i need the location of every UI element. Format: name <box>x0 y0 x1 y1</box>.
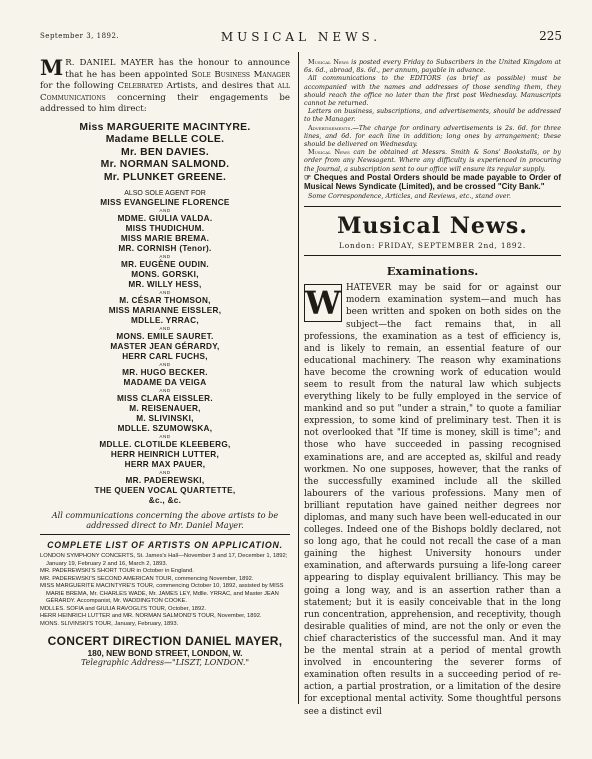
list-item: MISS MARGUERITE MACINTYRE'S TOUR, commencing October 10, 1892, assisted by MISS MARIE BREMA, Mr. CHARLES WADE, Mr. JAMES LEY, Mdlle. YRRAC, and Master JEAN GÉRARDY. Accompanist, Mr. WADDINGTON COOKE. <box>40 583 284 604</box>
agent-artist-name: MONS. EMILE SAURET. <box>116 332 214 341</box>
advertisement-intro: M R. DANIEL MAYER has the honour to announce that he has been appointed Sole Business Manager for the following Celebrated Artists, and desires that all Communications concerning their engagements be addressed to him direct: <box>40 55 291 115</box>
agent-artist-name: MDME. GIULIA VALDA. <box>117 214 213 223</box>
page-header <box>40 30 562 44</box>
list-item: LONDON SYMPHONY CONCERTS, St. James's Hall—November 3 and 17, December 1, 1892; January 19, February 2 and 16, March 2, 1893. <box>40 553 288 567</box>
agent-artist-name: MONS. GORSKI, <box>131 270 199 279</box>
agent-artist-name: MR. WILLY HESS, <box>128 280 202 289</box>
divider <box>304 206 561 207</box>
masthead-title: Musical News. <box>337 213 528 240</box>
cheque-notice: ☞ Cheques and Postal Orders should be made payable to Order of Musical News Syndicate (Limited), and be crossed "City Bank." <box>304 172 561 192</box>
agent-artist-name: &c., &c. <box>148 496 182 505</box>
artist-name: Miss MARGUERITE MACINTYRE. <box>79 121 251 133</box>
list-item: MDLLES. SOFIA and GIULIA RAVOGLI'S TOUR, October, 1892. <box>40 605 207 612</box>
article-heading: Examinations. <box>386 264 479 279</box>
correspondence-notice: Some Correspondence, Articles, and Reviews, etc., stand over. <box>308 192 511 201</box>
agent-artist-name: THE QUEEN VOCAL QUARTETTE, <box>94 486 236 495</box>
header-title: MUSICAL NEWS. <box>220 30 382 44</box>
conjunction-label: AND <box>159 326 171 331</box>
also-agent-label: ALSO SOLE AGENT FOR <box>124 190 206 197</box>
editorial-column <box>304 58 561 718</box>
artist-name: Madame BELLE COLE. <box>105 134 225 146</box>
agent-artist-name: MISS MARIE BREMA. <box>120 234 210 243</box>
agent-artist-name: MDLLE. SZUMOWSKA, <box>117 424 213 433</box>
article-body <box>304 282 561 717</box>
agent-artist-name: HERR MAX PAUER, <box>124 460 206 469</box>
agent-artist-name: MDLLE. CLOTILDE KLEEBERG, <box>99 440 231 449</box>
publication-notices <box>304 58 561 173</box>
notice-editors: All communications to the EDITORS (as brief as possible) must be accompanied with the names and addresses of those sending them, they should reach the office no later than the first post Wednesday. Manuscripts cannot be returned. <box>304 74 561 108</box>
conjunction-label: AND <box>159 470 171 475</box>
list-item: MONS. SLIVINSKI'S TOUR, January, February, 1893. <box>40 620 179 627</box>
agent-artist-name: MASTER JEAN GÉRARDY, <box>110 342 220 351</box>
list-item: MR. PADEREWSKI'S SECOND AMERICAN TOUR, commencing November, 1892. <box>40 575 254 582</box>
conjunction-label: AND <box>159 208 171 213</box>
concert-direction-title: CONCERT DIRECTION DANIEL MAYER, <box>47 634 283 648</box>
conjunction-label: AND <box>159 434 171 439</box>
issue-line: London: FRIDAY, SEPTEMBER 2nd, 1892. <box>338 241 526 251</box>
agent-artist-name: MISS CLARA EISSLER. <box>117 394 213 403</box>
notice-availability: Musical News can be obtained at Messrs. Smith & Sons' Bookstalls, or by order from any Newsagent. Where any difficulty is experienced in procuring the Journal, a subscription sent to our office will ensure its regular supply. <box>304 148 561 173</box>
article-dropcap: W <box>305 284 341 323</box>
agent-artist-name: MISS MARIANNE EISSLER, <box>108 306 222 315</box>
divider <box>304 255 561 256</box>
notice-subscription: Musical News is posted every Friday to Subscribers in the United Kingdom at 6s. 6d., abroad, 8s. 6d., per annum, payable in advance. <box>304 58 561 75</box>
agent-artist-name: MISS EVANGELINE FLORENCE <box>100 198 230 207</box>
artist-name: Mr. NORMAN SALMOND. <box>100 159 230 171</box>
agent-artist-name: MDLLE. YRRAC, <box>131 316 199 325</box>
agent-artist-name: M. CÉSAR THOMSON, <box>119 296 211 305</box>
agent-artist-name: HERR HEINRICH LUTTER, <box>110 450 220 459</box>
article-text: HATEVER may be said for or against our modern examination system—and much has been written and spoken on both sides on the subject—the fact remains that, in all professions, the examination as a test of efficiency is, and is likely to remain, an essential feature of our educational machinery. The reason why examinations have become the crowning work of education would seem to result from the natural law which subjects everything likely to be fully employed in the service of mankind and so put "under a strain," to quote a familiar expression, to some kind of preliminary test. Then it is not overlooked that "If time is money, skill is time"; and those who have succeeded in passing recognised examinations are, and are accepted as, skilful and ready workmen. No one supposes, however, that the ranks of the successfully examined include all the skilled labourers of the various professions. Many men of brilliant reputation have gained neither degrees nor diplomas, and many such have been well-educated in our colleges. Indeed one of the Bishops boldly declared, not so long ago, that he could not recall the case of a man gaining the highest University honours under examination, and afterwards pursuing a life-long career appearing to display equivalent brilliancy. This may be going a long way, and is an assertion rather than a statement; but it is easily conceivable that in the long run concentration, apprehension, and receptivity, though desirable qualities of mind, are not the only or even the chief characteristics of the successful man. And it may be the mental strain at a period of mental growth involved in encountering the severer forms of examination often results in a succeeding period of re-action, a partial prostration, or a limitation of the desire for exceptional mental activity. Some thoughtful persons see a distinct evil <box>304 283 561 717</box>
artist-list <box>40 122 290 506</box>
notice-advertisements: Advertisements.—The charge for ordinary advertisements is 2s. 6d. for three lines, and 6d. for each line in addition; long ones by arrangement; these should be delivered on Wednesday. <box>304 123 561 149</box>
list-heading: COMPLETE LIST OF ARTISTS ON APPLICATION. <box>47 540 283 550</box>
list-item: HERR HEINRICH LUTTER and MR. NORMAN SALMOND'S TOUR, November, 1892. <box>40 613 262 619</box>
list-item: MR. PADEREWSKI'S SHORT TOUR in October in England. <box>40 568 194 574</box>
conjunction-label: AND <box>159 388 171 393</box>
conjunction-label: AND <box>159 362 171 367</box>
advertisement-column <box>40 55 291 668</box>
agent-artist-name: MISS THUDICHUM. <box>125 224 205 233</box>
agent-artist-name: HERR CARL FUCHS, <box>122 352 208 361</box>
pointing-hand-icon: ☞ <box>304 172 312 182</box>
artist-name: Mr. BEN DAVIES. <box>120 146 210 158</box>
agent-artist-name: M. SLIVINSKI, <box>136 414 194 423</box>
agent-artist-name: M. REISENAUER, <box>129 404 201 413</box>
agent-artist-name: MR. PADEREWSKI, <box>125 476 205 485</box>
telegraphic-address: Telegraphic Address—"LISZT, LONDON." <box>80 658 250 667</box>
conjunction-label: AND <box>159 254 171 259</box>
contact-note: All communications concerning the above artists to be addressed direct to Mr. Daniel Mayer. <box>51 510 279 530</box>
concert-address: 180, NEW BOND STREET, LONDON, W. <box>87 648 243 658</box>
agent-artist-name: MADAME DA VEIGA <box>123 378 207 387</box>
agent-artist-name: MR. CORNISH (Tenor). <box>118 244 212 253</box>
tour-list <box>40 553 290 628</box>
conjunction-label: AND <box>159 290 171 295</box>
agent-artist-name: MR. HUGO BECKER. <box>122 368 208 377</box>
page-number: 225 <box>539 29 562 43</box>
artist-name: Mr. PLUNKET GREENE. <box>103 171 227 183</box>
divider <box>40 534 290 535</box>
header-date: September 3, 1892. <box>40 32 120 40</box>
intro-dropcap: M <box>40 55 64 80</box>
column-divider <box>298 52 299 704</box>
agent-list <box>40 198 290 506</box>
notice-business: Letters on business, subscriptions, and advertisements, should be addressed to the Manager. <box>304 107 561 124</box>
agent-artist-name: MR. EUGÈNE OUDIN. <box>121 260 209 269</box>
